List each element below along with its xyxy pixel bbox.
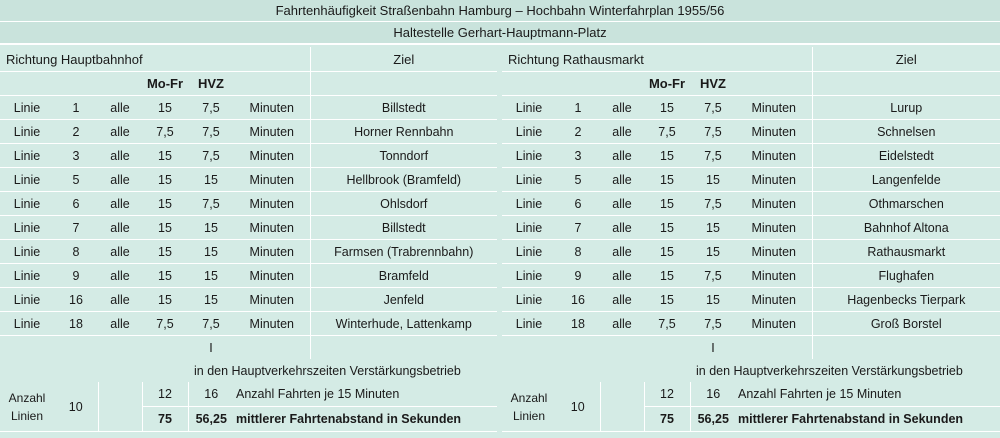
linie-label: Linie (0, 168, 54, 192)
linie-label: Linie (502, 312, 556, 336)
alle-label: alle (600, 120, 644, 144)
table-row (502, 96, 1000, 120)
unit-label: Minuten (736, 168, 812, 192)
mofr-interval: 7,5 (644, 312, 690, 336)
hvz-interval: 15 (188, 216, 234, 240)
destination: Ohlsdorf (310, 192, 497, 216)
left-panel (0, 47, 497, 438)
hvz-interval: 15 (188, 240, 234, 264)
hvz-interval: 7,5 (188, 192, 234, 216)
note-text: in den Hauptverkehrszeiten Verstärkungsbetrieb (194, 363, 461, 378)
linie-label: Linie (502, 96, 556, 120)
page-title: Fahrtenhäufigkeit Straßenbahn Hamburg – Hochbahn Winterfahrplan 1955/56 (0, 0, 1000, 22)
destination: Billstedt (310, 96, 497, 120)
table-row (0, 96, 497, 120)
unit-label: Minuten (736, 264, 812, 288)
mofr-interval: 15 (142, 216, 188, 240)
fahrten-mofr: 12 (644, 382, 690, 407)
mofr-interval: 15 (142, 288, 188, 312)
abstand-hvz: 56,25 (690, 407, 736, 432)
anzahl-linien-label: Anzahl Linien (0, 382, 54, 432)
alle-label: alle (600, 192, 644, 216)
column-header-row (0, 72, 497, 96)
fahrten-hvz: 16 (690, 382, 736, 407)
mofr-interval: 15 (644, 168, 690, 192)
line-number: 2 (54, 120, 98, 144)
table-row (502, 120, 1000, 144)
anzahl-linien-label: Anzahl Linien (502, 382, 556, 432)
line-number: 1 (54, 96, 98, 120)
hvz-interval: 7,5 (690, 144, 736, 168)
mofr-interval: 15 (644, 192, 690, 216)
unit-label: Minuten (234, 96, 310, 120)
destination: Winterhude, Lattenkamp (310, 312, 497, 336)
right-table (502, 47, 1000, 432)
column-header-row (502, 72, 1000, 96)
abstand-mofr: 75 (644, 407, 690, 432)
mofr-interval: 15 (142, 192, 188, 216)
alle-label: alle (98, 216, 142, 240)
linie-label: Linie (0, 216, 54, 240)
alle-label: alle (98, 240, 142, 264)
destination: Bramfeld (310, 264, 497, 288)
hvz-interval: 7,5 (188, 144, 234, 168)
linie-label: Linie (502, 264, 556, 288)
table-row (502, 216, 1000, 240)
alle-label: alle (600, 168, 644, 192)
destination: Langenfelde (812, 168, 1000, 192)
mofr-interval: 7,5 (142, 312, 188, 336)
table-row (0, 312, 497, 336)
unit-label: Minuten (234, 288, 310, 312)
destination: Groß Borstel (812, 312, 1000, 336)
mofr-interval: 15 (644, 216, 690, 240)
destination: Hellbrook (Bramfeld) (310, 168, 497, 192)
mofr-interval: 15 (142, 168, 188, 192)
note-marker-row (0, 336, 497, 360)
mofr-header: Mo-Fr (142, 72, 188, 96)
abstand-hvz: 56,25 (188, 407, 234, 432)
destination: Horner Rennbahn (310, 120, 497, 144)
abstand-mofr: 75 (142, 407, 188, 432)
hvz-interval: 15 (690, 168, 736, 192)
table-row (0, 264, 497, 288)
table-row (502, 168, 1000, 192)
anzahl-linien-value: 10 (54, 382, 98, 432)
hvz-interval: 7,5 (188, 312, 234, 336)
right-panel (502, 47, 1000, 438)
line-number: 2 (556, 120, 600, 144)
direction-row (502, 47, 1000, 72)
fahrten-label: Anzahl Fahrten je 15 Minuten (234, 382, 497, 407)
table-row (502, 144, 1000, 168)
line-number: 9 (556, 264, 600, 288)
linie-label: Linie (0, 264, 54, 288)
linie-label: Linie (502, 216, 556, 240)
hvz-interval: 7,5 (690, 312, 736, 336)
unit-label: Minuten (234, 240, 310, 264)
destination: Billstedt (310, 216, 497, 240)
mofr-interval: 15 (644, 144, 690, 168)
fahrten-label: Anzahl Fahrten je 15 Minuten (736, 382, 1000, 407)
line-number: 3 (556, 144, 600, 168)
alle-label: alle (600, 144, 644, 168)
linie-label: Linie (502, 288, 556, 312)
line-number: 9 (54, 264, 98, 288)
mofr-interval: 15 (142, 264, 188, 288)
ziel-header: Ziel (310, 47, 497, 72)
linie-label: Linie (502, 120, 556, 144)
linie-label: Linie (0, 144, 54, 168)
line-number: 6 (54, 192, 98, 216)
linie-label: Linie (502, 192, 556, 216)
stop-subtitle: Haltestelle Gerhart-Hauptmann-Platz (0, 22, 1000, 45)
note-marker-row (502, 336, 1000, 360)
linie-label: Linie (0, 312, 54, 336)
table-row (502, 264, 1000, 288)
alle-label: alle (98, 144, 142, 168)
direction-label: Richtung Rathausmarkt (502, 47, 812, 72)
mofr-interval: 7,5 (644, 120, 690, 144)
destination: Othmarschen (812, 192, 1000, 216)
alle-label: alle (98, 312, 142, 336)
table-row (0, 216, 497, 240)
line-number: 18 (54, 312, 98, 336)
hvz-interval: 7,5 (690, 192, 736, 216)
unit-label: Minuten (736, 240, 812, 264)
mofr-interval: 15 (142, 240, 188, 264)
alle-label: alle (98, 96, 142, 120)
left-table (0, 47, 497, 432)
alle-label: alle (600, 264, 644, 288)
mofr-interval: 15 (644, 240, 690, 264)
table-row (0, 120, 497, 144)
table-row (0, 192, 497, 216)
table-row (0, 168, 497, 192)
table-row (0, 144, 497, 168)
hvz-interval: 15 (690, 288, 736, 312)
mofr-interval: 15 (142, 144, 188, 168)
unit-label: Minuten (736, 192, 812, 216)
unit-label: Minuten (234, 144, 310, 168)
unit-label: Minuten (736, 288, 812, 312)
table-row (502, 240, 1000, 264)
table-row (0, 240, 497, 264)
linie-label: Linie (0, 96, 54, 120)
line-number: 8 (54, 240, 98, 264)
alle-label: alle (98, 288, 142, 312)
destination: Tonndorf (310, 144, 497, 168)
unit-label: Minuten (234, 192, 310, 216)
fahrten-hvz: 16 (188, 382, 234, 407)
alle-label: alle (600, 240, 644, 264)
hvz-header: HVZ (690, 72, 736, 96)
hvz-interval: 15 (188, 264, 234, 288)
mofr-interval: 7,5 (142, 120, 188, 144)
unit-label: Minuten (736, 96, 812, 120)
linie-label: Linie (502, 168, 556, 192)
hvz-interval: 7,5 (690, 96, 736, 120)
line-number: 18 (556, 312, 600, 336)
hvz-header: HVZ (188, 72, 234, 96)
line-number: 7 (556, 216, 600, 240)
destination: Schnelsen (812, 120, 1000, 144)
line-number: 5 (556, 168, 600, 192)
destination: Hagenbecks Tierpark (812, 288, 1000, 312)
mofr-interval: 15 (142, 96, 188, 120)
direction-row (0, 47, 497, 72)
mofr-interval: 15 (644, 288, 690, 312)
linie-label: Linie (0, 192, 54, 216)
linie-label: Linie (0, 240, 54, 264)
unit-label: Minuten (234, 168, 310, 192)
table-row (502, 192, 1000, 216)
hvz-interval: 7,5 (690, 264, 736, 288)
alle-label: alle (600, 288, 644, 312)
alle-label: alle (600, 312, 644, 336)
line-number: 5 (54, 168, 98, 192)
unit-label: Minuten (736, 216, 812, 240)
fahrten-row (502, 382, 1000, 407)
unit-label: Minuten (234, 312, 310, 336)
destination: Lurup (812, 96, 1000, 120)
line-number: 16 (54, 288, 98, 312)
mofr-header: Mo-Fr (644, 72, 690, 96)
destination: Eidelstedt (812, 144, 1000, 168)
hvz-interval: 7,5 (188, 96, 234, 120)
unit-label: Minuten (234, 216, 310, 240)
note-row (0, 359, 497, 382)
note-marker: I (711, 340, 715, 355)
linie-label: Linie (502, 240, 556, 264)
line-number: 6 (556, 192, 600, 216)
alle-label: alle (98, 168, 142, 192)
table-row (502, 288, 1000, 312)
alle-label: alle (600, 216, 644, 240)
unit-label: Minuten (234, 120, 310, 144)
destination: Jenfeld (310, 288, 497, 312)
unit-label: Minuten (736, 144, 812, 168)
anzahl-linien-value: 10 (556, 382, 600, 432)
alle-label: alle (98, 192, 142, 216)
alle-label: alle (98, 120, 142, 144)
linie-label: Linie (0, 288, 54, 312)
table-row (0, 288, 497, 312)
hvz-interval: 15 (188, 288, 234, 312)
alle-label: alle (98, 264, 142, 288)
hvz-interval: 15 (690, 240, 736, 264)
line-number: 3 (54, 144, 98, 168)
fahrten-mofr: 12 (142, 382, 188, 407)
line-number: 1 (556, 96, 600, 120)
table-row (502, 312, 1000, 336)
unit-label: Minuten (736, 312, 812, 336)
line-number: 8 (556, 240, 600, 264)
note-text: in den Hauptverkehrszeiten Verstärkungsbetrieb (696, 363, 963, 378)
line-number: 16 (556, 288, 600, 312)
destination: Rathausmarkt (812, 240, 1000, 264)
fahrten-row (0, 382, 497, 407)
note-marker: I (209, 340, 213, 355)
destination: Farmsen (Trabrennbahn) (310, 240, 497, 264)
mofr-interval: 15 (644, 96, 690, 120)
ziel-header: Ziel (812, 47, 1000, 72)
abstand-label: mittlerer Fahrtenabstand in Sekunden (234, 407, 497, 432)
line-number: 7 (54, 216, 98, 240)
hvz-interval: 7,5 (188, 120, 234, 144)
note-row (502, 359, 1000, 382)
hvz-interval: 15 (188, 168, 234, 192)
hvz-interval: 15 (690, 216, 736, 240)
destination: Bahnhof Altona (812, 216, 1000, 240)
unit-label: Minuten (736, 120, 812, 144)
linie-label: Linie (0, 120, 54, 144)
hvz-interval: 7,5 (690, 120, 736, 144)
mofr-interval: 15 (644, 264, 690, 288)
direction-label: Richtung Hauptbahnhof (0, 47, 310, 72)
alle-label: alle (600, 96, 644, 120)
abstand-label: mittlerer Fahrtenabstand in Sekunden (736, 407, 1000, 432)
unit-label: Minuten (234, 264, 310, 288)
destination: Flughafen (812, 264, 1000, 288)
linie-label: Linie (502, 144, 556, 168)
